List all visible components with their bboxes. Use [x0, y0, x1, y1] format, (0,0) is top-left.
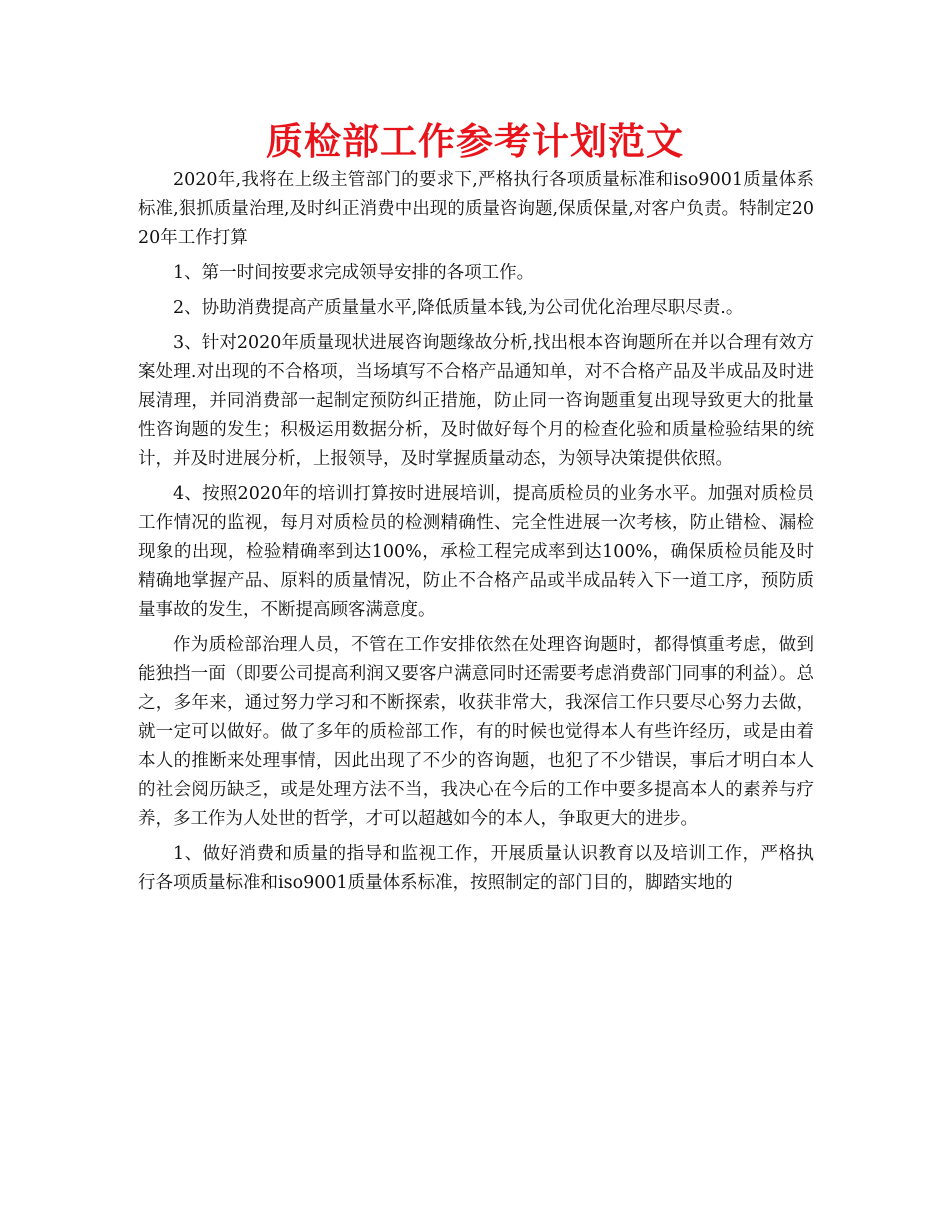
document-title: 质检部工作参考计划范文: [266, 120, 684, 163]
paragraph-intro: 2020年,我将在上级主管部门的要求下,严格执行各项质量标准和iso9001质量体系标准,狠抓质量治理,及时纠正消费中出现的质量咨询题,保质保量,对客户负责。特制定2020年工作打算: [138, 170, 814, 248]
paragraph-item-4: 4、按照2020年的培训打算按时进展培训，提高质检员的业务水平。加强对质检员工作情况的监视，每月对质检员的检测精确性、完全性进展一次考核，防止错检、漏检现象的出现，检验精确率到达100%，承检工程完成率到达100%，确保质检员能及时精确地掌握产品、原料的质量情况，防止不合格产品或半成品转入下一道工序，预防质量事故的发生，不断提高顾客满意度。: [138, 484, 814, 620]
paragraph-item-1: 1、第一时间按要求完成领导安排的各项工作。: [173, 263, 535, 283]
paragraph-next-item-1: 1、做好消费和质量的指导和监视工作，开展质量认识教育以及培训工作，严格执行各项质量标准和iso9001质量体系标准，按照制定的部门目的，脚踏实地的: [138, 844, 814, 893]
paragraph-item-3: 3、针对2020年质量现状进展咨询题缘故分析,找出根本咨询题所在并以合理有效方案处理.对出现的不合格项，当场填写不合格产品通知单，对不合格产品及半成品及时进展清理，并同消费部一起制定预防纠正措施，防止同一咨询题重复出现导致更大的批量性咨询题的发生；积极运用数据分析，及时做好每个月的检查化验和质量检验结果的统计，并及时进展分析，上报领导，及时掌握质量动态，为领导决策提供依照。: [138, 333, 814, 469]
document-body: [138, 166, 814, 904]
paragraph-item-2: 2、协助消费提高产质量量水平,降低质量本钱,为公司优化治理尽职尽责.。: [173, 298, 744, 318]
paragraph-summary: 作为质检部治理人员，不管在工作安排依然在处理咨询题时，都得慎重考虑，做到能独挡一面（即要公司提高利润又要客户满意同时还需要考虑消费部门同事的利益）。总之，多年来，通过努力学习和不断探索，收获非常大，我深信工作只要尽心努力去做，就一定可以做好。做了多年的质检部工作，有的时候也觉得本人有些许经历，或是由着本人的推断来处理事情，因此出现了不少的咨询题，也犯了不少错误，事后才明白本人的社会阅历缺乏，或是处理方法不当，我决心在今后的工作中要多提高本人的素养与疗养，多工作为人处世的哲学，才可以超越如今的本人，争取更大的进步。: [138, 635, 814, 829]
